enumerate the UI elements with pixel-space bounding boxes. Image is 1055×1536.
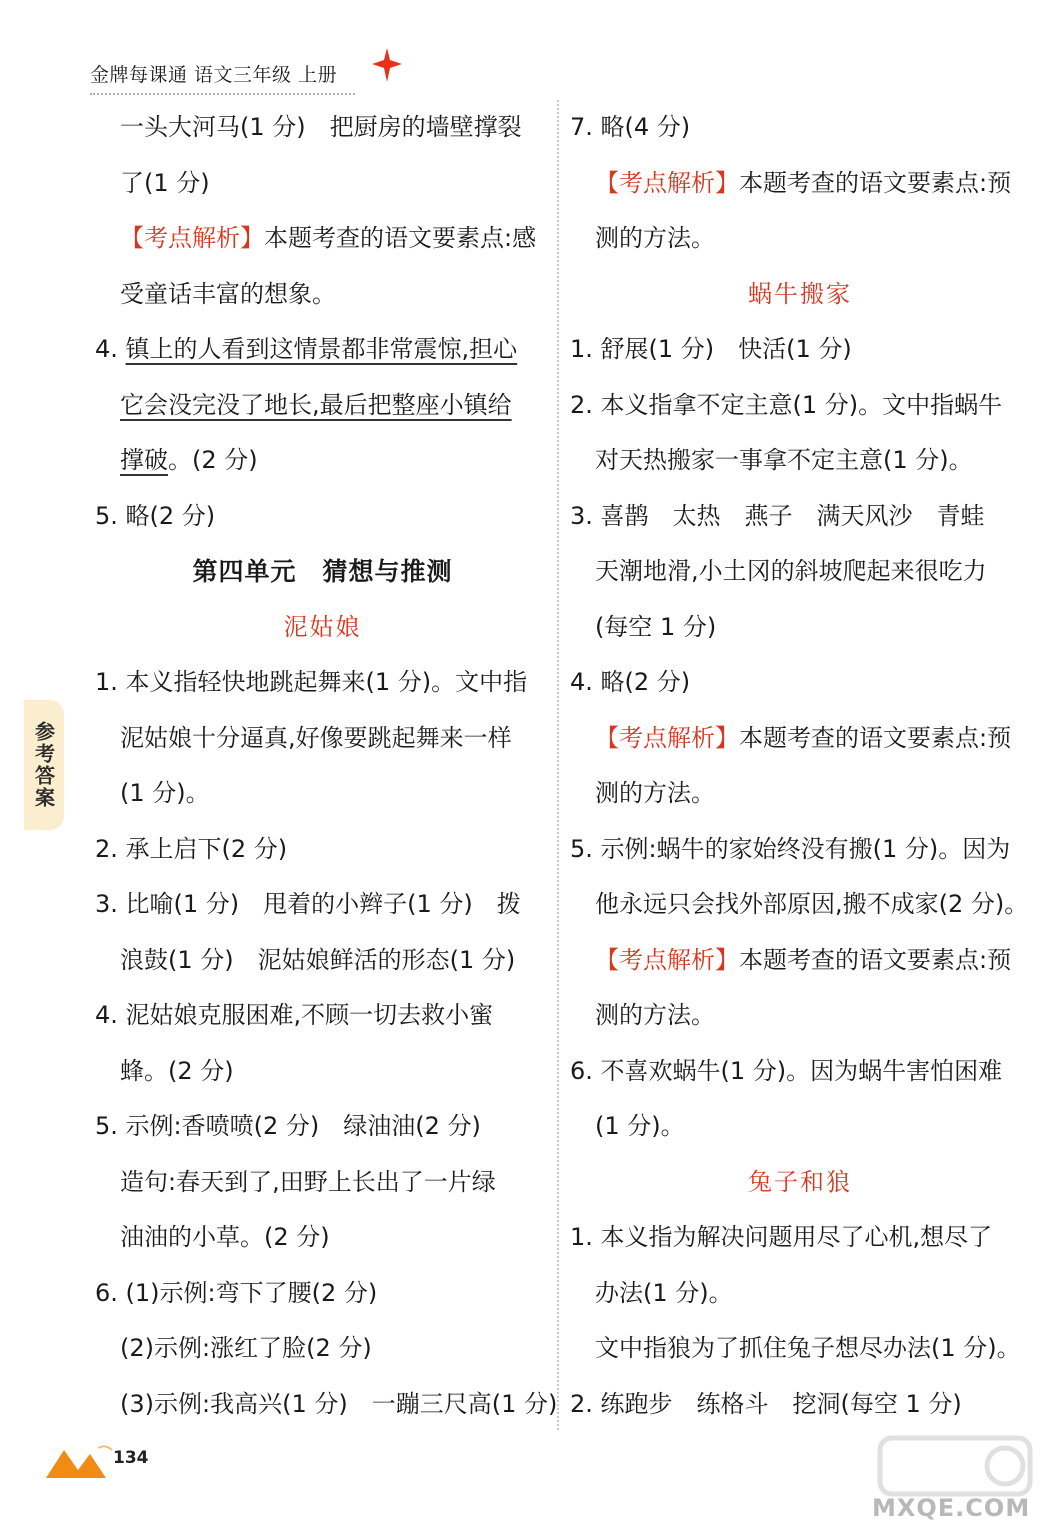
answer-item: 4. 镇上的人看到这情景都非常震惊,担心	[95, 335, 518, 363]
analysis-note: 【考点解析】本题考查的语文要素点:预	[595, 945, 1012, 974]
analysis-tag: 【考点解析】	[595, 723, 739, 752]
answer-line: (每空 1 分)	[595, 612, 717, 641]
answer-line: (3)示例:我高兴(1 分) 一蹦三尺高(1 分)	[120, 1389, 558, 1418]
answer-item: 2. 本义指拿不定主意(1 分)。文中指蜗牛	[570, 390, 1003, 419]
answer-line	[95, 378, 550, 434]
watermark-text: MXQE.COM	[872, 1494, 1031, 1522]
answer-line: 测的方法。	[595, 779, 715, 807]
answer-line: 办法(1 分)。	[595, 1278, 733, 1307]
answer-item: 1. 本义指轻快地跳起舞来(1 分)。文中指	[95, 668, 528, 696]
answer-line: 了(1 分)	[120, 168, 210, 197]
unit-title: 第四单元 猜想与推测	[192, 557, 453, 586]
answer-line: 油油的小草。(2 分)	[120, 1223, 330, 1251]
left-column	[95, 100, 558, 1432]
analysis-note: 【考点解析】本题考查的语文要素点:预	[595, 723, 1012, 752]
answer-item: 5. 示例:蜗牛的家始终没有搬(1 分)。因为	[570, 834, 1011, 863]
answer-item: 1. 本义指为解决问题用尽了心机,想尽了	[570, 1223, 993, 1251]
answer-line: 天潮地滑,小土冈的斜坡爬起来很吃力	[595, 557, 987, 585]
underlined-sentence: 撑破	[120, 446, 168, 474]
answer-item: 5. 示例:香喷喷(2 分) 绿油油(2 分)	[95, 1112, 481, 1140]
lesson-title: 兔子和狼	[748, 1167, 852, 1196]
answer-line: 一头大河马(1 分) 把厨房的墙壁撑裂	[120, 113, 522, 141]
answer-item: 4. 泥姑娘克服困难,不顾一切去救小蜜	[95, 1001, 494, 1029]
lesson-title: 蜗牛搬家	[748, 279, 852, 308]
answer-line: 受童话丰富的想象。	[120, 279, 336, 308]
answer-line: 文中指狼为了抓住兔子想尽办法(1 分)。	[595, 1334, 1021, 1362]
answer-item: 3. 喜鹊 太热 燕子 满天风沙 青蛙	[570, 501, 985, 530]
answer-line: 浪鼓(1 分) 泥姑娘鲜活的形态(1 分)	[120, 945, 516, 974]
underlined-sentence: 镇上的人看到这情景都非常震惊,担心	[125, 335, 518, 363]
answer-item: 7. 略(4 分)	[570, 113, 691, 141]
side-tab: 参考答案	[24, 700, 64, 830]
analysis-note: 【考点解析】本题考查的语文要素点:预	[595, 168, 1012, 197]
answer-item: 5. 略(2 分)	[95, 501, 216, 530]
running-header: 金牌每课通 语文三年级 上册	[90, 60, 355, 95]
underlined-sentence: 它会没完没了地长,最后把整座小镇给	[120, 390, 512, 419]
column-divider	[557, 100, 559, 1430]
page-number: 134	[113, 1448, 149, 1468]
answer-line: (2)示例:涨红了脸(2 分)	[120, 1334, 372, 1362]
answer-item: 6. (1)示例:弯下了腰(2 分)	[95, 1278, 378, 1307]
analysis-note: 【考点解析】本题考查的语文要素点:感	[120, 224, 537, 252]
answer-line: 测的方法。	[595, 224, 715, 252]
answer-item: 1. 舒展(1 分) 快活(1 分)	[570, 335, 852, 363]
lesson-title: 泥姑娘	[283, 612, 362, 641]
answer-line: 测的方法。	[595, 1001, 715, 1029]
answer-line: 泥姑娘十分逼真,好像要跳起舞来一样	[120, 723, 512, 752]
answer-item: 6. 不喜欢蜗牛(1 分)。因为蜗牛害怕困难	[570, 1056, 1003, 1085]
answer-item: 2. 练跑步 练格斗 挖洞(每空 1 分)	[570, 1389, 962, 1418]
answer-item: 2. 承上启下(2 分)	[95, 834, 288, 863]
answer-line: 蜂。(2 分)	[120, 1056, 234, 1085]
right-column	[570, 100, 1030, 1432]
answer-item: 3. 比喻(1 分) 甩着的小辫子(1 分) 拨	[95, 890, 521, 918]
answer-line: (1 分)。	[120, 779, 210, 807]
answer-item: 4. 略(2 分)	[570, 668, 691, 696]
analysis-tag: 【考点解析】	[120, 224, 264, 252]
answer-line: 造句:春天到了,田野上长出了一片绿	[120, 1167, 496, 1196]
answer-line: 撑破。(2 分)	[120, 446, 258, 474]
sparkle-star-icon	[372, 48, 402, 82]
answer-line: 他永远只会找外部原因,搬不成家(2 分)。	[595, 890, 1029, 918]
analysis-tag: 【考点解析】	[595, 945, 739, 974]
answer-line: 对天热搬家一事拿不定主意(1 分)。	[595, 446, 973, 474]
mountain-icon	[44, 1440, 116, 1482]
answer-line: (1 分)。	[595, 1112, 685, 1140]
analysis-tag: 【考点解析】	[595, 168, 739, 197]
